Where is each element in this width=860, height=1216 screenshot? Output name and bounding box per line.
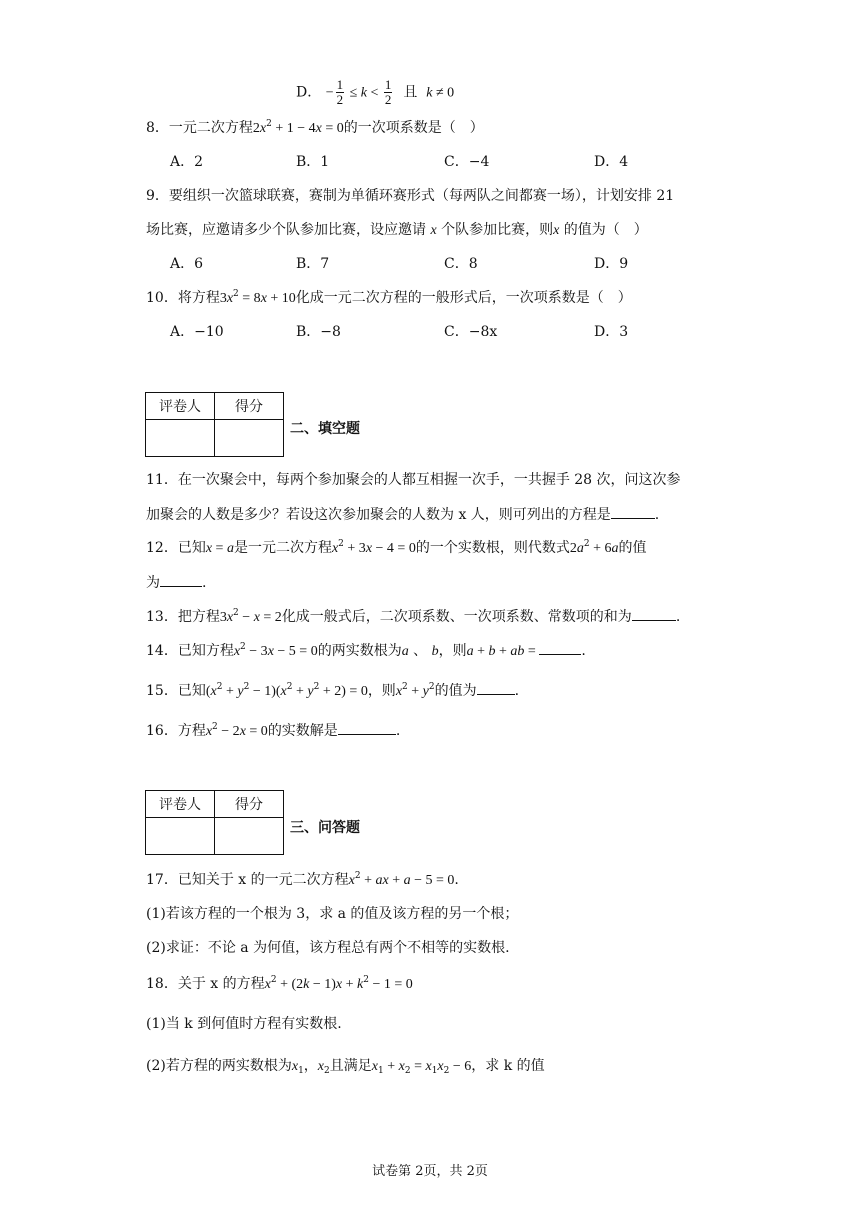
q9-option-b: B．7 [296, 256, 330, 272]
q15-stem: 15．已知$(x^2 + y^2 - 1)(x^2 + y^2 + 2) = 0$，则$x^2 + y^2$的值为 . [146, 682, 520, 699]
q8-option-b: B．1 [296, 154, 330, 170]
q10-option-d: D．3 [594, 324, 629, 340]
q16-stem: 16．方程$x^2 - 2x = 0$的实数解是 . [146, 722, 401, 739]
q9-line1: 9．要组织一次篮球联赛，赛制为单循环赛形式（每两队之间都赛一场），计划安排 21 [146, 188, 675, 204]
q11-line2: 加聚会的人数是多少？若设这次参加聚会的人数为 x 人，则可列出的方程是 . [146, 504, 659, 525]
q9-option-d: D．9 [594, 256, 629, 272]
q10-option-c: C．−8x [444, 324, 498, 340]
q8-option-d: D．4 [594, 154, 629, 170]
page-footer: 试卷第 2页，共 2页 [372, 1164, 488, 1179]
score-label: 得分 [215, 791, 284, 818]
grader-cell [146, 818, 215, 855]
q8-option-c: C．−4 [444, 154, 490, 170]
q10-option-b: B．−8 [296, 324, 341, 340]
grader-label: 评卷人 [146, 393, 215, 420]
q13-stem: 13．把方程$3x^2 - x = 2$化成一般式后，二次项系数、一次项系数、常数项的和为 . [146, 608, 681, 625]
q8-stem: 8．一元二次方程$2x^2 + 1 - 4x = 0$的一次项系数是（ ） [146, 119, 484, 136]
score-cell [215, 420, 284, 457]
q7-option-d: D． − $\frac{1}{2}$ ≤ k < $\frac{1}{2}$ 且 k ≠ 0 [296, 77, 455, 107]
q17-part2: (2)求证：不论 a 为何值，该方程总有两个不相等的实数根. [146, 940, 510, 956]
section-title: 三、问答题 [290, 820, 360, 836]
q11-line1: 11．在一次聚会中，每两个参加聚会的人都互相握一次手，一共握手 28 次，问这次参 [146, 472, 681, 488]
q17-part1: (1)若该方程的一个根为 3，求 a 的值及该方程的另一个根； [146, 906, 519, 922]
q18-part2: (2)若方程的两实数根为$x_1$，$x_2$且满足$x_1 + x_2 = x_1x_2 - 6$，求 k 的值 [146, 1058, 545, 1076]
q8-option-a: A．2 [170, 154, 204, 170]
q9-option-a: A．6 [170, 256, 204, 272]
q10-option-a: A．−10 [170, 324, 224, 340]
score-label: 得分 [215, 393, 284, 420]
q12-line2: 为 . [146, 572, 206, 593]
section-title: 二、填空题 [290, 421, 360, 437]
grader-cell [146, 420, 215, 457]
q12-line1: 12．已知x = a是一元二次方程$x^2 + 3x - 4 = 0$的一个实数根，则代数式$2a^2 + 6a$的值 [146, 539, 647, 556]
q9-option-c: C．8 [444, 256, 478, 272]
q18-part1: (1)当 k 到何值时方程有实数根. [146, 1016, 342, 1032]
q9-line2: 场比赛，应邀请多少个队参加比赛，设应邀请 x 个队参加比赛，则x 的值为（ ） [146, 222, 648, 238]
grader-label: 评卷人 [146, 791, 215, 818]
score-cell [215, 818, 284, 855]
grader-table [145, 392, 284, 457]
grader-table [145, 790, 284, 855]
q18-stem: 18．关于 x 的方程$x^2 + (2k - 1)x + k^2 - 1 = 0$ [146, 975, 413, 992]
q14-stem: 14．已知方程$x^2 - 3x - 5 = 0$的两实数根为a 、 b，则a + b + ab = . [146, 642, 586, 659]
q17-stem: 17．已知关于 x 的一元二次方程$x^2$ + ax + a − 5 = 0. [146, 871, 459, 888]
q10-stem: 10．将方程$3x^2 = 8x + 10$化成一元二次方程的一般形式后，一次项系数是（ ） [146, 289, 632, 306]
